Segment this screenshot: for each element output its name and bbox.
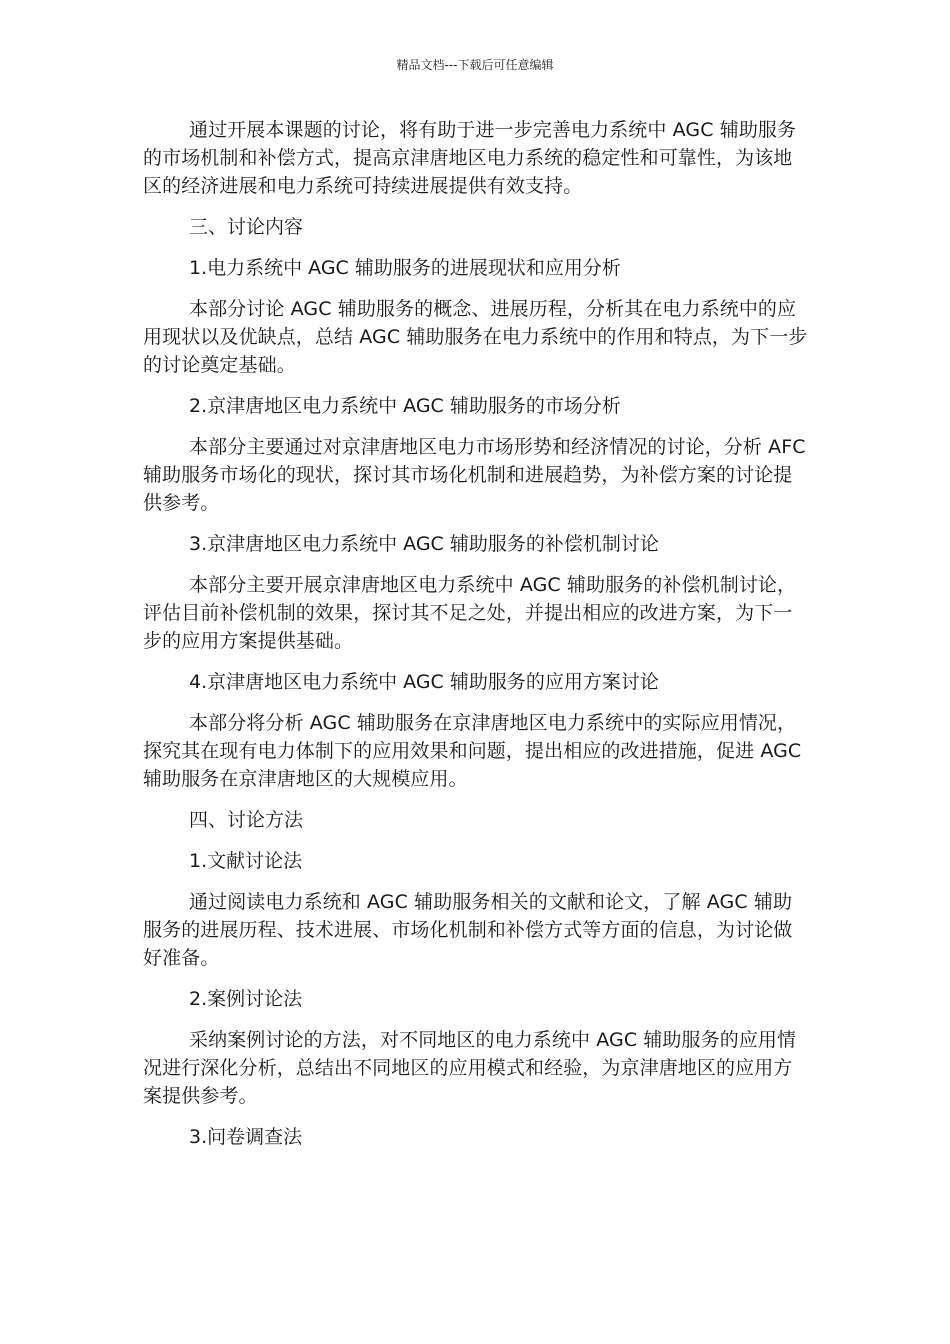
method-heading-2: 2.案例讨论法 [189,988,303,1010]
document-body [143,116,810,1164]
section-heading-research-content: 三、讨论内容 [189,216,304,238]
subheading-2: 2.京津唐地区电力系统中 AGC 辅助服务的市场分析 [189,395,621,417]
method-heading-1: 1.文献讨论法 [189,850,303,872]
paragraph-2: 本部分主要通过对京津唐地区电力市场形势和经济情况的讨论，分析 AFC 辅助服务市场化的现状，探讨其市场化机制和进展趋势，为补偿方案的讨论提供参考。 [143,436,806,514]
paragraph-4: 本部分将分析 AGC 辅助服务在京津唐地区电力系统中的实际应用情况，探究其在现有电力体制下的应用效果和问题，提出相应的改进措施，促进 AGC 辅助服务在京津唐地区的大规模应用。 [143,712,802,790]
method-paragraph-1: 通过阅读电力系统和 AGC 辅助服务相关的文献和论文，了解 AGC 辅助服务的进展历程、技术进展、市场化机制和补偿方式等方面的信息，为讨论做好准备。 [143,891,793,969]
page-header: 精品文档---下载后可任意编辑 [396,58,554,72]
method-heading-3: 3.问卷调查法 [189,1126,303,1148]
paragraph-1: 本部分讨论 AGC 辅助服务的概念、进展历程，分析其在电力系统中的应用现状以及优缺点，总结 AGC 辅助服务在电力系统中的作用和特点，为下一步的讨论奠定基础。 [143,298,808,376]
section-heading-research-methods: 四、讨论方法 [189,809,304,831]
paragraph-3: 本部分主要开展京津唐地区电力系统中 AGC 辅助服务的补偿机制讨论，评估目前补偿机制的效果，探讨其不足之处，并提出相应的改进方案，为下一步的应用方案提供基础。 [143,574,797,652]
subheading-4: 4.京津唐地区电力系统中 AGC 辅助服务的应用方案讨论 [189,671,659,693]
subheading-1: 1.电力系统中 AGC 辅助服务的进展现状和应用分析 [189,257,621,279]
method-paragraph-2: 采纳案例讨论的方法，对不同地区的电力系统中 AGC 辅助服务的应用情况进行深化分析，总结出不同地区的应用模式和经验，为京津唐地区的应用方案提供参考。 [143,1029,797,1107]
subheading-3: 3.京津唐地区电力系统中 AGC 辅助服务的补偿机制讨论 [189,533,659,555]
paragraph-significance: 通过开展本课题的讨论，将有助于进一步完善电力系统中 AGC 辅助服务的市场机制和补偿方式，提高京津唐地区电力系统的稳定性和可靠性，为该地区的经济进展和电力系统可持续进展提供有效支持。 [143,119,797,197]
